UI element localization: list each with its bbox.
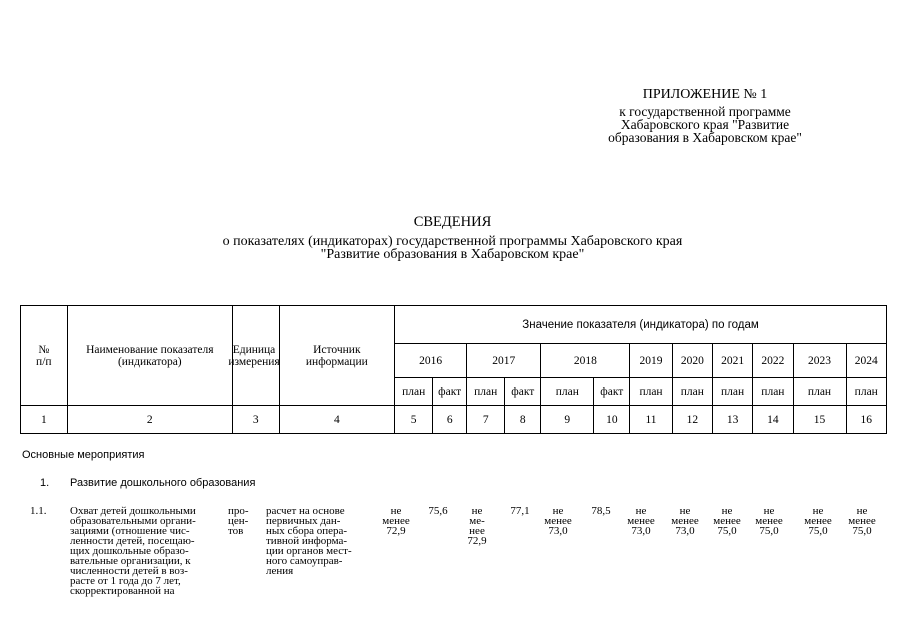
unit-line: тов — [228, 525, 244, 537]
value-line: 73,0 — [548, 525, 568, 537]
column-number: 11 — [630, 406, 672, 434]
column-number: 6 — [433, 406, 467, 434]
value-line: не — [679, 505, 691, 517]
year-2023: 2023 — [793, 344, 846, 378]
value-line: не — [721, 505, 733, 517]
indicator-name-line: зациями (отношение чис- — [70, 525, 190, 537]
plan-label: план — [793, 378, 846, 406]
value-line: 75,6 — [428, 505, 448, 517]
year-2018: 2018 — [541, 344, 630, 378]
value-cell — [616, 506, 666, 536]
title-heading: СВЕДЕНИЯ — [413, 214, 492, 230]
plan-label: план — [672, 378, 712, 406]
value-line: 77,1 — [510, 505, 530, 517]
indicator-name-line: скорректированной на — [70, 585, 175, 597]
value-line: менее — [544, 515, 572, 527]
appendix-line: к государственной программе — [619, 104, 791, 119]
source-line: ных сбора опера- — [266, 525, 348, 537]
column-number: 5 — [395, 406, 433, 434]
value-line: не — [390, 505, 402, 517]
year-2016: 2016 — [395, 344, 467, 378]
indicator-table-header — [20, 305, 887, 434]
appendix-line: Хабаровского края "Развитие — [620, 117, 790, 132]
value-cell — [744, 506, 794, 536]
value-line: менее — [627, 515, 655, 527]
value-line: менее — [848, 515, 876, 527]
indicator-name-line: образовательными органи- — [70, 515, 196, 527]
indicator-name-line: ленности детей, посещаю- — [70, 535, 195, 547]
value-line: 72,9 — [386, 525, 406, 537]
column-number: 2 — [67, 406, 232, 434]
source-line: ного самоуправ- — [266, 555, 343, 567]
column-number: 10 — [594, 406, 630, 434]
column-number: 7 — [467, 406, 505, 434]
title-line: "Развитие образования в Хабаровском крае" — [320, 247, 585, 262]
column-number: 14 — [753, 406, 793, 434]
row-number: 1.1. — [30, 505, 47, 517]
value-line: не — [763, 505, 775, 517]
header-indicator-name — [67, 306, 232, 406]
column-number: 16 — [846, 406, 887, 434]
value-line: 73,0 — [631, 525, 651, 537]
year-2021: 2021 — [712, 344, 752, 378]
header-source-text: Источник информации — [305, 343, 368, 368]
title-line: о показателях (индикаторах) государственной программы Хабаровского края — [222, 234, 683, 249]
header-source — [279, 306, 395, 406]
plan-label: план — [846, 378, 887, 406]
value-cell — [793, 506, 843, 536]
header-number-text: № п/п — [36, 343, 52, 368]
plan-label: план — [712, 378, 752, 406]
value-line: ме- — [469, 515, 485, 527]
value-line: нее — [469, 525, 485, 537]
indicator-name-line: численности детей в воз- — [70, 565, 188, 577]
row-indicator-name — [70, 506, 230, 596]
value-line: 75,0 — [852, 525, 872, 537]
header-number — [21, 306, 68, 406]
value-line: 78,5 — [591, 505, 611, 517]
year-2020: 2020 — [672, 344, 712, 378]
column-number: 4 — [279, 406, 395, 434]
row-unit — [228, 506, 268, 536]
appendix-heading: ПРИЛОЖЕНИЕ № 1 — [642, 87, 768, 102]
year-2024: 2024 — [846, 344, 887, 378]
year-2019: 2019 — [630, 344, 672, 378]
value-line: менее — [713, 515, 741, 527]
source-line: ления — [266, 565, 294, 577]
subsection-number: 1. — [40, 477, 50, 489]
value-line: не — [812, 505, 824, 517]
appendix-line: образования в Хабаровском крае" — [608, 130, 802, 145]
header-values-text: Значение показателя (индикатора) по годам — [522, 318, 759, 331]
value-line: не — [635, 505, 647, 517]
unit-line: цен- — [228, 515, 249, 527]
column-number: 3 — [232, 406, 279, 434]
section-heading: Основные мероприятия — [22, 449, 145, 461]
plan-label: план — [541, 378, 594, 406]
value-line: не — [856, 505, 868, 517]
plan-label: план — [467, 378, 505, 406]
document-title — [0, 216, 905, 261]
indicator-name-line: расте от 1 года до 7 лет, — [70, 575, 181, 587]
value-cell — [837, 506, 887, 536]
column-number: 9 — [541, 406, 594, 434]
value-line: менее — [804, 515, 832, 527]
header-indicator-name-text: Наименование показателя (индикатора) — [86, 343, 214, 368]
value-line: 73,0 — [675, 525, 695, 537]
value-line: 75,0 — [759, 525, 779, 537]
source-line: ции органов мест- — [266, 545, 352, 557]
value-line: менее — [755, 515, 783, 527]
source-line: тивной информа- — [266, 535, 348, 547]
value-line: 72,9 — [467, 535, 487, 547]
indicator-name-line: Охват детей дошкольными — [70, 505, 196, 517]
value-line: не — [552, 505, 564, 517]
indicator-name-line: вательные организации, к — [70, 555, 191, 567]
source-line: расчет на основе — [266, 505, 345, 517]
plan-label: план — [630, 378, 672, 406]
row-source — [266, 506, 376, 576]
unit-line: про- — [228, 505, 249, 517]
plan-label: план — [753, 378, 793, 406]
value-line: 75,0 — [808, 525, 828, 537]
column-number: 13 — [712, 406, 752, 434]
column-number: 15 — [793, 406, 846, 434]
appendix-block — [575, 88, 835, 144]
subsection-title: Развитие дошкольного образования — [70, 477, 256, 489]
value-line: менее — [382, 515, 410, 527]
year-2022: 2022 — [753, 344, 793, 378]
fact-label: факт — [594, 378, 630, 406]
value-line: 75,0 — [717, 525, 737, 537]
header-values-by-year — [395, 306, 887, 344]
column-number: 8 — [505, 406, 541, 434]
plan-label: план — [395, 378, 433, 406]
fact-label: факт — [433, 378, 467, 406]
source-line: первичных дан- — [266, 515, 341, 527]
value-line: менее — [671, 515, 699, 527]
header-unit-text: Единица измерения — [228, 344, 280, 368]
column-number: 12 — [672, 406, 712, 434]
fact-label: факт — [505, 378, 541, 406]
column-number: 1 — [21, 406, 68, 434]
indicator-name-line: щих дошкольные образо- — [70, 545, 189, 557]
value-line: не — [471, 505, 483, 517]
year-2017: 2017 — [467, 344, 541, 378]
